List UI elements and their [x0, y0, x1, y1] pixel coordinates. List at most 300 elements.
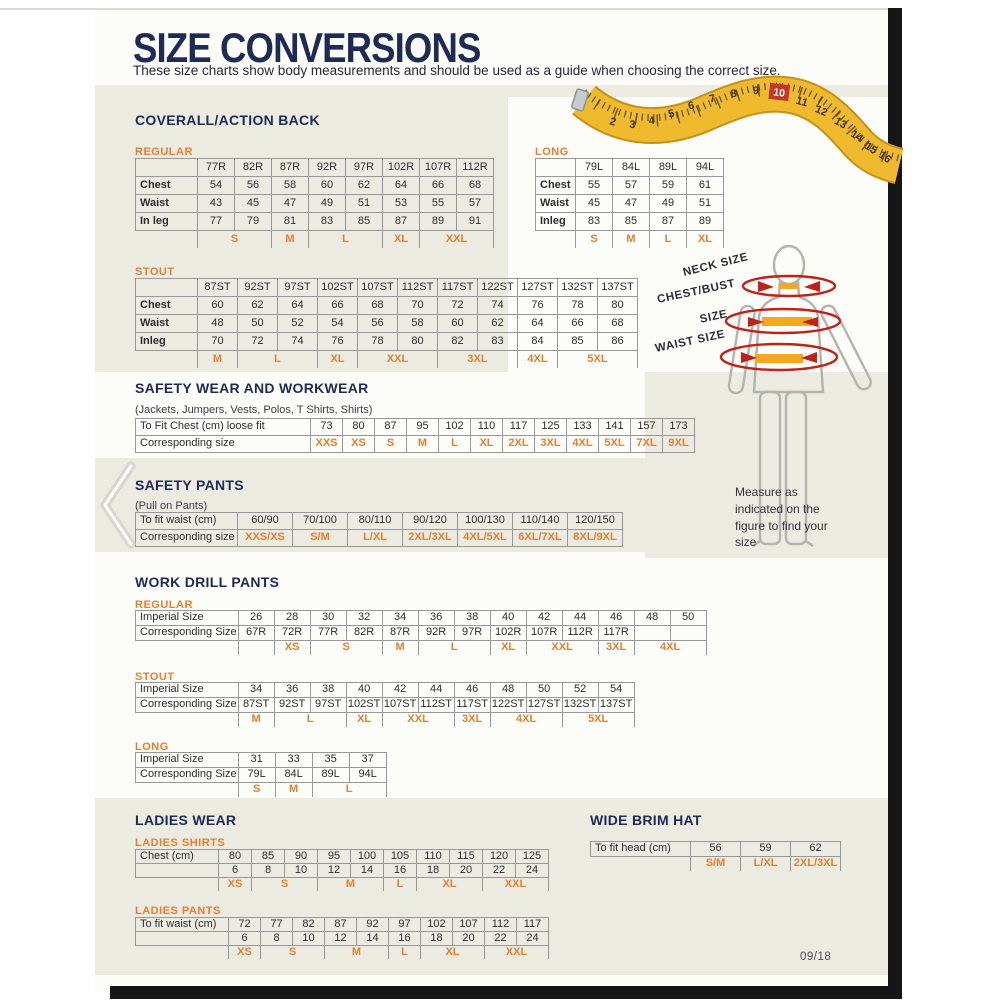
table-cell: 72 — [238, 333, 278, 351]
table-cell: 35 — [312, 753, 349, 768]
table-cell: 42 — [526, 611, 562, 626]
table-cell: M — [318, 878, 384, 892]
table-cell: 7XL — [631, 436, 663, 453]
neck-size-label: NECK SIZE — [681, 251, 750, 279]
waist-size-label: WAIST SIZE — [654, 328, 727, 355]
page-title: SIZE CONVERSIONS — [133, 24, 481, 71]
table-cell: 58 — [272, 177, 309, 195]
table-cell: 5XL — [558, 351, 638, 369]
table-cell: 112R — [457, 159, 494, 177]
table-row — [136, 698, 635, 713]
table-cell: XXL — [420, 231, 494, 249]
table-cell: 80/110 — [348, 513, 403, 530]
table-cell — [591, 857, 691, 872]
table-cell: 60 — [309, 177, 346, 195]
table-cell: 54 — [198, 177, 235, 195]
table-row — [536, 159, 724, 177]
table-cell: 12 — [325, 932, 357, 946]
heading-ladies-wear: LADIES WEAR — [135, 812, 237, 828]
neck-arrow-left — [758, 281, 774, 292]
table-cell: 62 — [478, 315, 518, 333]
table-cell: 5XL — [599, 436, 631, 453]
table-cell: 120 — [483, 850, 516, 864]
table-cell: 173 — [663, 419, 695, 436]
table-cell: Inleg — [136, 333, 198, 351]
table-cell: 40 — [346, 683, 382, 698]
table-cell: 60/90 — [238, 513, 293, 530]
table-cell: 72 — [229, 918, 261, 932]
data-table — [135, 849, 549, 891]
table-cell: 77R — [198, 159, 235, 177]
table-cell: 64 — [278, 297, 318, 315]
table-cell: 10 — [293, 932, 325, 946]
table-cell: 76 — [518, 297, 558, 315]
table-cell: S — [198, 231, 272, 249]
table-cell: S — [375, 436, 407, 453]
table-cell: Waist — [536, 195, 576, 213]
table-row — [136, 436, 695, 453]
label-ladies-pants: LADIES PANTS — [135, 905, 221, 917]
table-cell: 115 — [450, 850, 483, 864]
table-row — [136, 864, 549, 878]
table-cell: 137ST — [598, 279, 638, 297]
table-cell: S — [261, 946, 325, 960]
svg-text:9: 9 — [752, 84, 760, 98]
table-cell: 102ST — [346, 698, 382, 713]
table-row — [591, 857, 841, 872]
table-cell: 107 — [453, 918, 485, 932]
table-cell: 55 — [420, 195, 457, 213]
table-cell: 56 — [691, 842, 741, 857]
table-cell: 3XL — [438, 351, 518, 369]
table-cell: Corresponding size — [136, 436, 311, 453]
note-safety-wear: (Jackets, Jumpers, Vests, Polos, T Shirts, Shirts) — [135, 404, 373, 416]
table-cell: To fit waist (cm) — [136, 918, 229, 932]
table-cell: 112R — [562, 626, 598, 641]
table-cell: 53 — [383, 195, 420, 213]
table-ladies-pants — [135, 917, 549, 959]
table-cell: L/XL — [741, 857, 791, 872]
table-cell: 37 — [349, 753, 386, 768]
table-cell: 10 — [285, 864, 318, 878]
table-cell: XXL — [483, 878, 549, 892]
table-cell: XS — [343, 436, 375, 453]
table-cell: 141 — [599, 419, 631, 436]
table-cell — [136, 946, 229, 960]
table-cell: XL — [490, 641, 526, 656]
table-cell: 55 — [576, 177, 613, 195]
table-cell: 107R — [526, 626, 562, 641]
table-cell: 58 — [398, 315, 438, 333]
table-cell: 51 — [687, 195, 724, 213]
heading-safety-pants: SAFETY PANTS — [135, 477, 244, 493]
table-cell: To Fit Chest (cm) loose fit — [136, 419, 311, 436]
table-cell: 80 — [219, 850, 252, 864]
table-cell: 82R — [346, 626, 382, 641]
table-cell: 107ST — [358, 279, 398, 297]
table-cell: Corresponding Size — [136, 768, 239, 783]
table-cell: M — [382, 641, 418, 656]
table-cell: Imperial Size — [136, 611, 239, 626]
table-cell: 82 — [293, 918, 325, 932]
table-cell: 81 — [272, 213, 309, 231]
table-row — [136, 530, 623, 547]
table-cell: 4XL/5XL — [458, 530, 513, 547]
table-cell: 89L — [650, 159, 687, 177]
table-cell: 100 — [351, 850, 384, 864]
table-cell: 73 — [311, 419, 343, 436]
table-cell: 9XL — [663, 436, 695, 453]
table-cell: 33 — [275, 753, 312, 768]
table-cell: 8XL/9XL — [568, 530, 623, 547]
table-cell: 20 — [453, 932, 485, 946]
table-cell: 30 — [310, 611, 346, 626]
table-cell: 44 — [418, 683, 454, 698]
table-row — [136, 641, 707, 656]
table-cell: 87ST — [198, 279, 238, 297]
table-cell: 59 — [650, 177, 687, 195]
table-cell: XS — [274, 641, 310, 656]
table-cell: 68 — [598, 315, 638, 333]
table-cell: 107R — [420, 159, 457, 177]
table-row — [136, 932, 549, 946]
page-subtitle: These size charts show body measurements and should be used as a guide when choosing the correct size. — [133, 63, 781, 78]
table-cell: 57 — [457, 195, 494, 213]
table-cell: 42 — [382, 683, 418, 698]
table-cell: 76 — [318, 333, 358, 351]
table-cell: 82R — [235, 159, 272, 177]
table-cell: 6XL/7XL — [513, 530, 568, 547]
table-cell: 92 — [357, 918, 389, 932]
table-cell: XXL — [358, 351, 438, 369]
table-cell: 80 — [598, 297, 638, 315]
chest-size-label-line1: CHEST/BUST — [656, 277, 737, 306]
table-cell: 34 — [238, 683, 274, 698]
table-cell: S — [576, 231, 613, 249]
table-cell: 87 — [650, 213, 687, 231]
table-row — [536, 177, 724, 195]
table-cell: 47 — [613, 195, 650, 213]
heading-safety-wear: SAFETY WEAR AND WORKWEAR — [135, 380, 369, 396]
table-cell: L — [650, 231, 687, 249]
table-row — [136, 297, 638, 315]
table-cell: 2XL/3XL — [403, 530, 458, 547]
table-cell: 38 — [454, 611, 490, 626]
table-cell: 94L — [349, 768, 386, 783]
table-cell: 16 — [384, 864, 417, 878]
table-cell: 14 — [351, 864, 384, 878]
label-work-drill-regular: REGULAR — [135, 599, 193, 611]
table-cell: 43 — [198, 195, 235, 213]
table-cell: 40 — [490, 611, 526, 626]
table-cell: 67R — [238, 626, 274, 641]
data-table — [135, 158, 494, 248]
data-table — [135, 682, 635, 727]
table-cell: 83 — [478, 333, 518, 351]
table-cell: 92ST — [274, 698, 310, 713]
table-cell: S — [252, 878, 318, 892]
chest-size-label-line2: SIZE — [698, 308, 729, 326]
table-cell: 97R — [346, 159, 383, 177]
label-coverall-long: LONG — [535, 146, 569, 158]
table-cell: 122ST — [478, 279, 518, 297]
table-cell: 77 — [198, 213, 235, 231]
table-cell: 24 — [517, 932, 549, 946]
table-cell: 3XL — [598, 641, 634, 656]
table-cell: 92R — [309, 159, 346, 177]
table-cell: Chest — [136, 297, 198, 315]
table-cell: 127ST — [526, 698, 562, 713]
table-row — [536, 213, 724, 231]
table-cell: 87R — [272, 159, 309, 177]
data-table — [135, 278, 638, 368]
table-cell: 90 — [285, 850, 318, 864]
table-cell: 120/150 — [568, 513, 623, 530]
table-cell: XL — [383, 231, 420, 249]
table-cell: 54 — [318, 315, 358, 333]
table-cell: 95 — [407, 419, 439, 436]
table-cell: 87ST — [238, 698, 274, 713]
table-cell: To fit head (cm) — [591, 842, 691, 857]
table-cell: 80 — [343, 419, 375, 436]
table-cell: 77R — [310, 626, 346, 641]
table-cell: 117ST — [438, 279, 478, 297]
table-cell: XXS/XS — [238, 530, 293, 547]
data-table — [135, 752, 387, 797]
waist-band — [755, 354, 803, 363]
table-row — [136, 918, 549, 932]
table-row — [536, 195, 724, 213]
table-cell: 79L — [238, 768, 275, 783]
note-safety-pants: (Pull on Pants) — [135, 500, 208, 512]
heading-coverall: COVERALL/ACTION BACK — [135, 112, 320, 128]
table-cell: 62 — [791, 842, 841, 857]
table-cell: 127ST — [518, 279, 558, 297]
table-cell: 97ST — [310, 698, 346, 713]
table-cell: L — [309, 231, 383, 249]
table-cell: 112ST — [418, 698, 454, 713]
table-cell: 132ST — [562, 698, 598, 713]
table-row — [136, 626, 707, 641]
table-cell: 4XL — [490, 713, 562, 728]
table-cell: L — [238, 351, 318, 369]
table-coverall-stout — [135, 278, 638, 368]
table-cell — [136, 351, 198, 369]
label-ladies-shirts: LADIES SHIRTS — [135, 837, 226, 849]
table-cell: 22 — [485, 932, 517, 946]
table-cell: XXL — [382, 713, 454, 728]
table-cell: 92ST — [238, 279, 278, 297]
label-work-drill-long: LONG — [135, 741, 169, 753]
table-cell: 87 — [375, 419, 407, 436]
table-cell: 85 — [252, 850, 285, 864]
figure-head — [774, 246, 804, 284]
table-cell — [634, 626, 670, 641]
table-cell: 52 — [562, 683, 598, 698]
table-cell: 94L — [687, 159, 724, 177]
data-table — [135, 512, 623, 547]
table-cell: XL — [318, 351, 358, 369]
table-cell: 50 — [670, 611, 706, 626]
table-cell: XL — [417, 878, 483, 892]
footer-code: 09/18 — [800, 951, 832, 963]
table-cell: 125 — [516, 850, 549, 864]
table-cell: L — [389, 946, 421, 960]
table-cell: S — [238, 783, 275, 798]
table-cell: 66 — [318, 297, 358, 315]
table-row — [136, 195, 494, 213]
table-row — [136, 213, 494, 231]
table-cell: 70 — [198, 333, 238, 351]
table-cell: 87 — [325, 918, 357, 932]
table-cell: XL — [687, 231, 724, 249]
svg-text:15: 15 — [862, 140, 880, 157]
table-cell: S/M — [293, 530, 348, 547]
table-cell: 105 — [384, 850, 417, 864]
table-row — [136, 611, 707, 626]
table-cell: 83 — [576, 213, 613, 231]
table-cell: 49 — [650, 195, 687, 213]
label-coverall-regular: REGULAR — [135, 146, 193, 158]
table-cell: 61 — [687, 177, 724, 195]
table-cell: 48 — [198, 315, 238, 333]
table-row — [136, 333, 638, 351]
table-cell: Chest (cm) — [136, 850, 219, 864]
data-table — [135, 610, 707, 655]
table-cell: 85 — [558, 333, 598, 351]
table-cell — [136, 159, 198, 177]
table-row — [136, 351, 638, 369]
table-cell: 2XL — [503, 436, 535, 453]
table-cell: 48 — [634, 611, 670, 626]
table-cell: XS — [219, 878, 252, 892]
table-cell: 90/120 — [403, 513, 458, 530]
table-cell: 87 — [383, 213, 420, 231]
table-cell: 102ST — [318, 279, 358, 297]
table-cell: Chest — [536, 177, 576, 195]
table-cell: 91 — [457, 213, 494, 231]
table-row — [136, 177, 494, 195]
table-cell: 26 — [238, 611, 274, 626]
table-cell: 70/100 — [293, 513, 348, 530]
table-cell — [136, 864, 219, 878]
table-wide-brim-hat — [590, 841, 841, 871]
table-row — [136, 513, 623, 530]
table-cell: 59 — [741, 842, 791, 857]
table-row — [136, 279, 638, 297]
table-cell: Corresponding Size — [136, 626, 239, 641]
scan-bottom-edge — [110, 986, 902, 999]
svg-text:4: 4 — [648, 114, 656, 128]
table-row — [136, 878, 549, 892]
table-cell: 84L — [613, 159, 650, 177]
figure-note: Measure as indicated on the figure to find your size — [735, 485, 828, 550]
table-cell: 102 — [439, 419, 471, 436]
table-cell: XXL — [485, 946, 549, 960]
table-cell: 97R — [454, 626, 490, 641]
table-cell — [238, 641, 274, 656]
heading-work-drill: WORK DRILL PANTS — [135, 574, 280, 590]
table-work-drill-long — [135, 752, 387, 797]
table-cell: 85 — [613, 213, 650, 231]
table-cell: 28 — [274, 611, 310, 626]
table-row — [136, 419, 695, 436]
table-cell: 78 — [358, 333, 398, 351]
table-cell: 6 — [219, 864, 252, 878]
table-cell: XL — [421, 946, 485, 960]
table-cell: 6 — [229, 932, 261, 946]
table-cell: 2XL/3XL — [791, 857, 841, 872]
table-cell: 102R — [490, 626, 526, 641]
table-cell: 3XL — [535, 436, 567, 453]
table-cell: M — [272, 231, 309, 249]
svg-text:11: 11 — [794, 94, 810, 110]
table-coverall-regular — [135, 158, 494, 248]
table-cell: 95 — [318, 850, 351, 864]
neck-band — [780, 283, 798, 289]
data-table — [135, 418, 695, 453]
svg-text:6: 6 — [686, 99, 696, 113]
table-cell: 68 — [457, 177, 494, 195]
table-cell: XXL — [526, 641, 598, 656]
table-cell: M — [198, 351, 238, 369]
table-cell — [136, 878, 219, 892]
table-cell — [136, 231, 198, 249]
page-top-edge — [0, 8, 888, 10]
table-cell: L — [274, 713, 346, 728]
table-cell: Chest — [136, 177, 198, 195]
svg-text:16: 16 — [876, 149, 894, 167]
table-cell: XL — [346, 713, 382, 728]
table-cell: 34 — [382, 611, 418, 626]
table-cell: 4XL — [518, 351, 558, 369]
table-cell: 50 — [238, 315, 278, 333]
table-cell: Imperial Size — [136, 753, 239, 768]
table-cell: 112 — [485, 918, 517, 932]
table-row — [136, 713, 635, 728]
table-work-drill-stout — [135, 682, 635, 727]
table-cell: 92R — [418, 626, 454, 641]
table-cell: M — [238, 713, 274, 728]
table-cell: L — [418, 641, 490, 656]
table-cell: 89 — [687, 213, 724, 231]
table-cell: 62 — [346, 177, 383, 195]
table-cell — [536, 231, 576, 249]
label-work-drill-stout: STOUT — [135, 671, 175, 683]
table-cell: 8 — [261, 932, 293, 946]
table-cell: 117ST — [454, 698, 490, 713]
table-cell: 78 — [558, 297, 598, 315]
table-ladies-shirts — [135, 849, 549, 891]
table-cell: 38 — [310, 683, 346, 698]
table-cell: 64 — [518, 315, 558, 333]
table-cell: 46 — [454, 683, 490, 698]
table-cell: 51 — [346, 195, 383, 213]
table-cell: 36 — [418, 611, 454, 626]
table-cell: 4XL — [567, 436, 599, 453]
table-row — [136, 159, 494, 177]
table-cell: M — [613, 231, 650, 249]
table-cell: 117 — [517, 918, 549, 932]
table-cell — [670, 626, 706, 641]
table-cell — [536, 159, 576, 177]
table-cell: 32 — [346, 611, 382, 626]
table-cell: 70 — [398, 297, 438, 315]
table-cell: 107ST — [382, 698, 418, 713]
table-cell: 36 — [274, 683, 310, 698]
table-cell: 60 — [198, 297, 238, 315]
table-cell: S/M — [691, 857, 741, 872]
